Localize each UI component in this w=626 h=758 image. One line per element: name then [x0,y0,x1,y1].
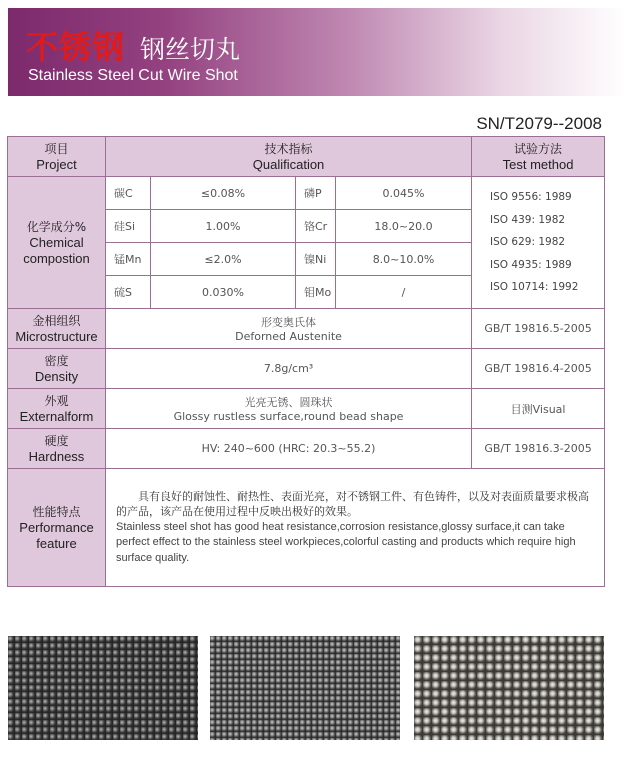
microstructure-method: GB/T 19816.5-2005 [472,309,605,349]
header-test-method: 试验方法 Test method [472,137,605,177]
element-value: 8.0~10.0% [336,243,472,276]
table-row [8,177,605,210]
externalform-label: 外观 Externalform [8,389,106,429]
chemical-methods: ISO 9556: 1989 ISO 439: 1982 ISO 629: 1982 ISO 4935: 1989 ISO 10714: 1992 [472,177,605,309]
element-value: 0.045% [336,177,472,210]
element-name: 镍Ni [296,243,336,276]
header-row [8,137,605,177]
element-value: ≤2.0% [151,243,296,276]
element-name: 碳C [106,177,151,210]
product-photo-sample-1 [8,636,198,740]
element-name: 硫S [106,276,151,309]
microstructure-value: 形变奥氏体 Deforned Austenite [106,309,472,349]
microstructure-label: 金相组织 Microstructure [8,309,106,349]
performance-label: 性能特点 Performance feature [8,469,106,587]
element-value: ≤0.08% [151,177,296,210]
product-subtitle-cn: 钢丝切丸 [140,35,241,64]
element-name: 硅Si [106,210,151,243]
hardness-label: 硬度 Hardness [8,429,106,469]
externalform-value: 光亮无锈、圆珠状 Glossy rustless surface,round bead shape [106,389,472,429]
header-project: 项目 Project [8,137,106,177]
header-qualification: 技术指标 Qualification [106,137,472,177]
density-method: GB/T 19816.4-2005 [472,349,605,389]
element-name: 磷P [296,177,336,210]
element-value: 18.0~20.0 [336,210,472,243]
table-row [8,349,605,389]
hardness-method: GB/T 19816.3-2005 [472,429,605,469]
density-label: 密度 Density [8,349,106,389]
element-name: 铬Cr [296,210,336,243]
table-row [8,469,605,587]
density-value: 7.8g/cm³ [106,349,472,389]
performance-description: 具有良好的耐蚀性、耐热性、表面光亮，对不锈钢工件、有色铸件，以及对表面质量要求极高的产品，该产品在使用过程中反映出极好的效果。 Stainless steel shot has good heat resistance,corrosion resistance,glossy surface,it can take perfect effect to the stainless steel workpieces,colorful casting and products which require high surface quality. [106,469,605,587]
element-value: 1.00% [151,210,296,243]
table-row [8,429,605,469]
externalform-method: 目测Visual [472,389,605,429]
element-name: 钼Mo [296,276,336,309]
product-photo-sample-3 [414,636,604,740]
standard-number: SN/T2079--2008 [476,114,602,133]
product-title-en: Stainless Steel Cut Wire Shot [28,67,238,84]
spec-table [7,136,605,587]
chemical-label: 化学成分% Chemical compostion [8,177,106,309]
product-title-cn: 不锈钢 [26,28,126,66]
table-row [8,309,605,349]
hardness-value: HV: 240~600 (HRC: 20.3~55.2) [106,429,472,469]
product-photo-sample-2 [210,636,400,740]
element-value: 0.030% [151,276,296,309]
element-name: 锰Mn [106,243,151,276]
element-value: / [336,276,472,309]
table-row [8,389,605,429]
